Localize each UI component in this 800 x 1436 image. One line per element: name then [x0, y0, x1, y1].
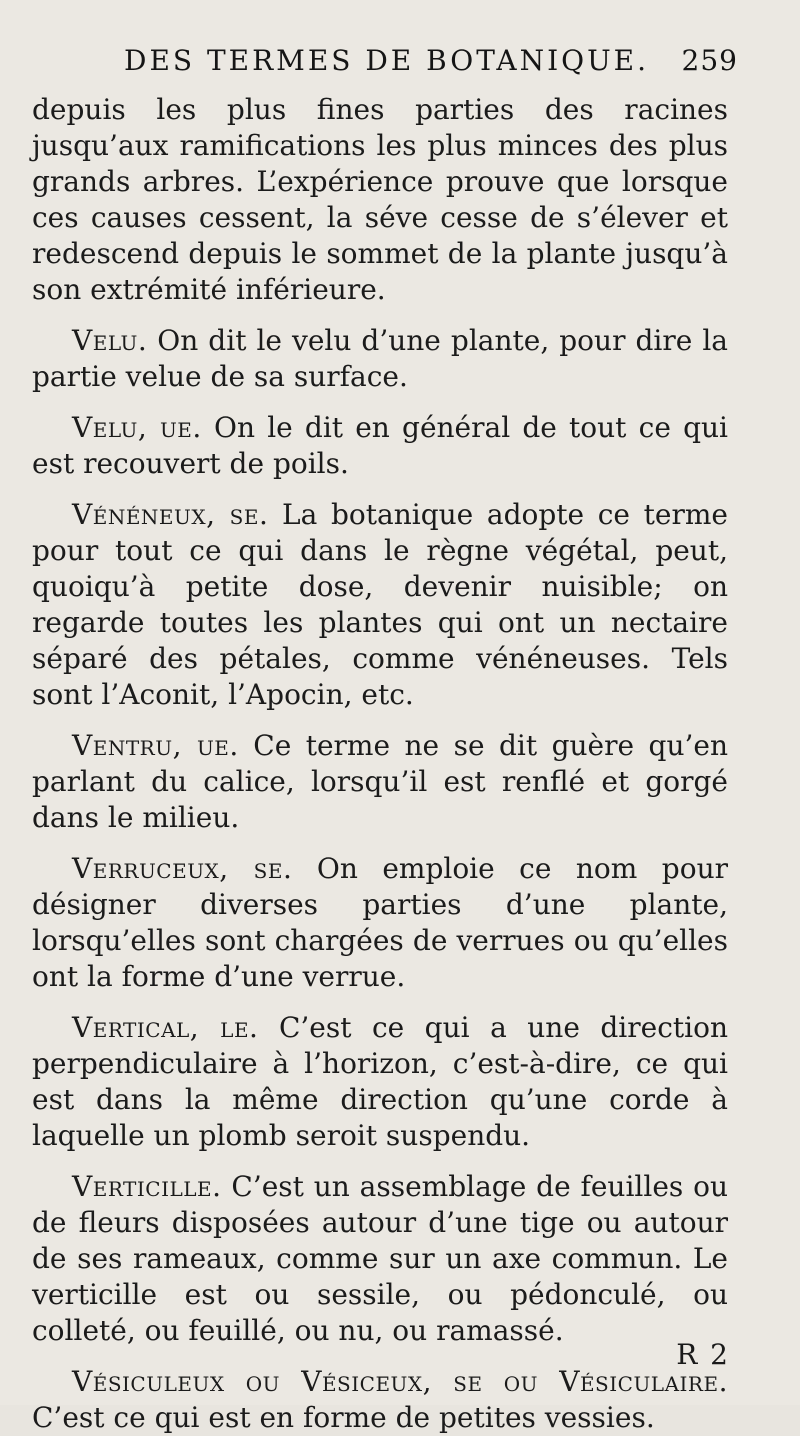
entry-definition: On emploie ce nom pour désigner diverses parties d’une plante, lorsqu’elles sont chargées de verrues ou qu’elles ont la forme d’une verrue.: [32, 852, 729, 993]
entry-definition: La botanique adopte ce terme pour tout ce qui dans le règne végétal, peut, quoiqu’à petite dose, devenir nuisible; on regarde toutes les plantes qui ont un nectaire séparé des pétales, comme vénéneuses. Tels sont l’Aconit, l’Apocin, etc.: [32, 498, 728, 711]
entry-definition: C’est un assemblage de feuilles ou de fleurs disposées autour d’une tige ou autour de ses rameaux, comme sur un axe commun. Le verticille est ou sessile, ou pédonculé, ou colleté, ou feuillé, ou nu, ou ramassé.: [32, 1170, 729, 1347]
glossary-entry-veneneux: [32, 497, 728, 713]
paragraph-continuation: [32, 92, 728, 308]
signature-mark: R 2: [676, 1338, 730, 1371]
running-head: DES TERMES DE BOTANIQUE.: [124, 44, 650, 77]
entry-definition: C’est ce qui est en forme de petites vessies.: [32, 1401, 655, 1434]
entry-term: Velu, ue.: [72, 411, 202, 444]
page-number: 259: [681, 44, 738, 77]
paragraph-text: depuis les plus fines parties des racines jusqu’aux ramifications les plus minces des plus grands arbres. L’expérience prouve que lorsque ces causes cessent, la séve cesse de s’élever et redescend depuis le sommet de la plante jusqu’à son extrémité inférieure.: [32, 93, 728, 306]
entry-definition: On dit le velu d’une plante, pour dire la partie velue de sa surface.: [32, 324, 728, 393]
entry-definition: On le dit en général de tout ce qui est recouvert de poils.: [32, 411, 728, 480]
entry-definition: C’est ce qui a une direction perpendiculaire à l’horizon, c’est-à-dire, ce qui est dans la même direction qu’une corde à laquelle un plomb seroit suspendu.: [32, 1011, 728, 1152]
glossary-entry-velu: [32, 323, 728, 395]
page-header: [32, 44, 738, 92]
main-text: [32, 92, 728, 1436]
glossary-entry-vesiculeux: [32, 1364, 728, 1436]
entry-term: Ventru, ue.: [72, 729, 239, 762]
entry-term: Verruceux, se.: [72, 852, 293, 885]
entry-term: Velu.: [72, 324, 148, 357]
glossary-entry-velu-ue: [32, 410, 728, 482]
entry-term: Verticille.: [72, 1170, 222, 1203]
entry-term: Vésiculeux ou Vésiceux, se ou Vésiculaire.: [72, 1365, 728, 1398]
glossary-entry-verticille: [32, 1169, 728, 1349]
entry-term: Vertical, le.: [72, 1011, 259, 1044]
entry-definition: Ce terme ne se dit guère qu’en parlant du calice, lorsqu’il est renflé et gorgé dans le milieu.: [32, 729, 728, 834]
glossary-entry-ventru: [32, 728, 728, 836]
entry-term: Vénéneux, se.: [72, 498, 269, 531]
glossary-entry-verruceux: [32, 851, 728, 995]
glossary-entry-vertical: [32, 1010, 728, 1154]
